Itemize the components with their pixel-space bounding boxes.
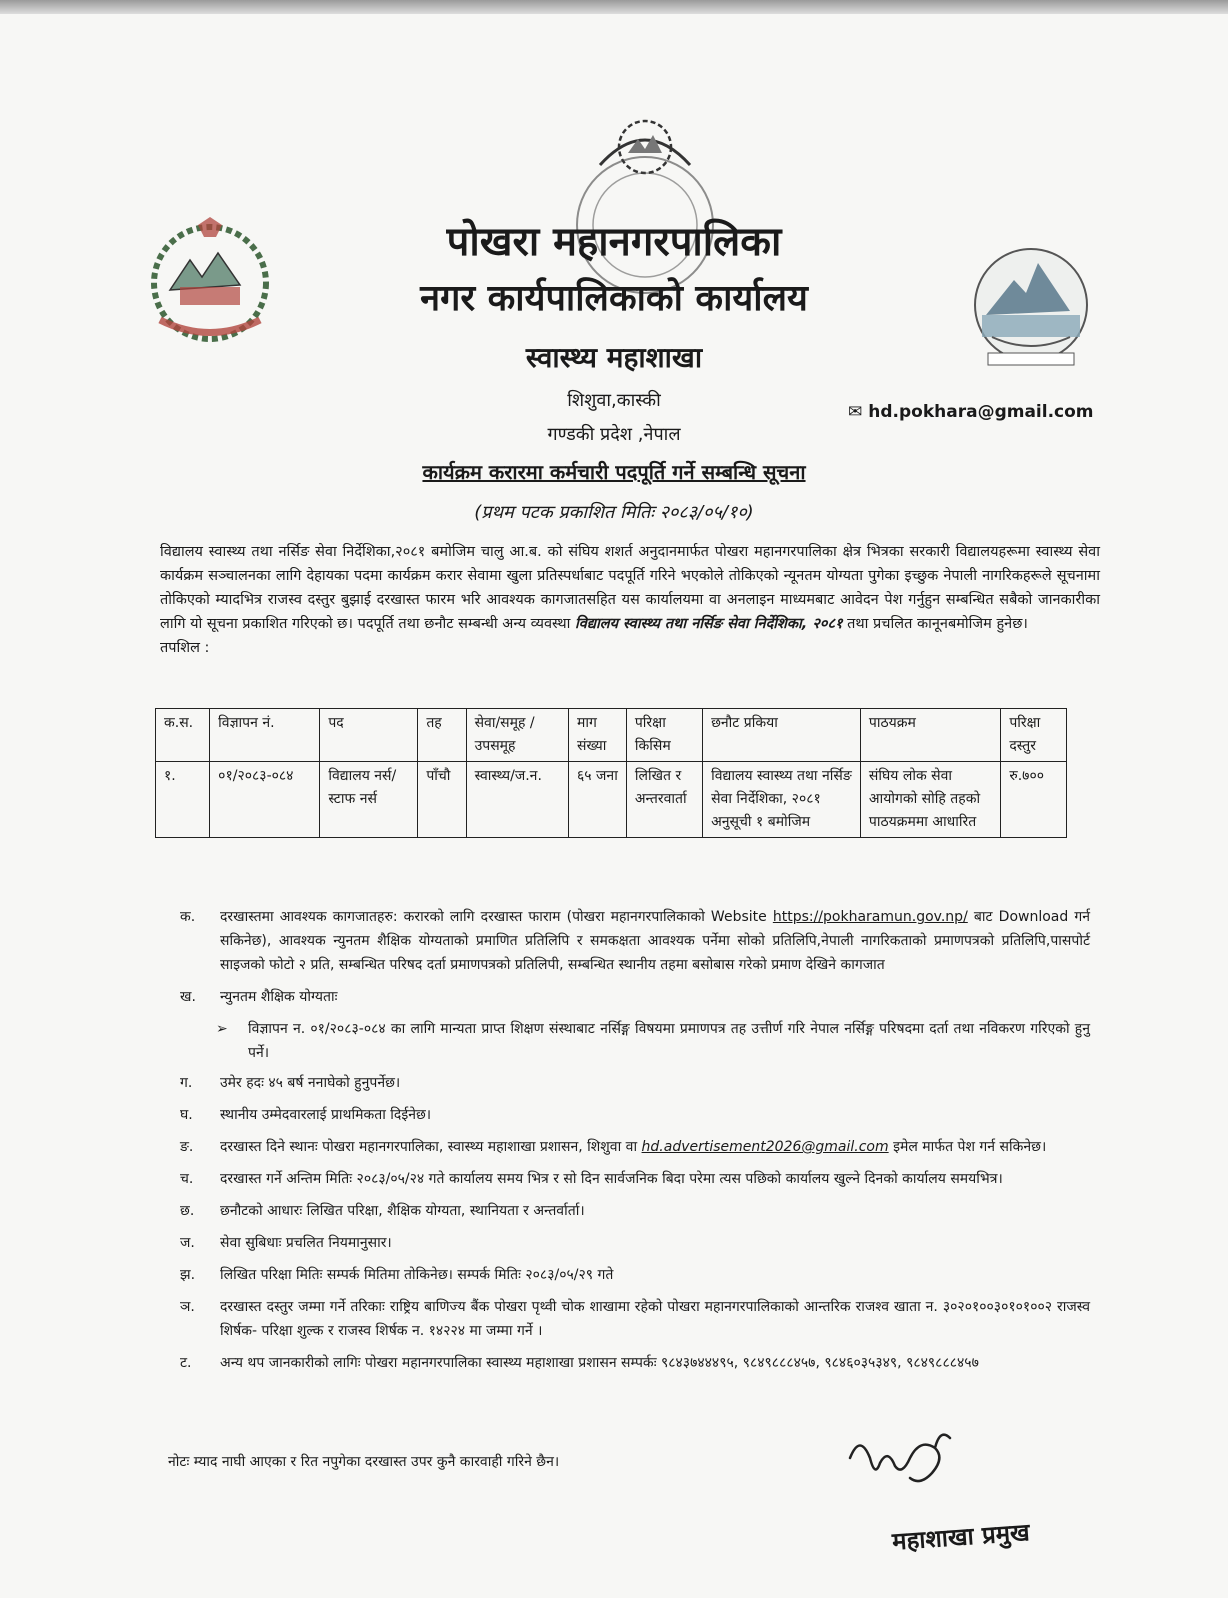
- note-gha: [180, 1103, 1090, 1127]
- note-text: स्थानीय उम्मेदवारलाई प्राथमिकता दिईनेछ।: [220, 1107, 432, 1123]
- note-text: बाट Download गर्न सकिनेछ), आवश्यक न्युनतम शैक्षिक योग्यताको प्रमाणित प्रतिलिपि र समकक्षता आवश्यक पर्नेमा सोको प्रतिलिपि,नेपाली नागरिकताको प्रमाणपत्रको प्रतिलिपि,पासपोर्ट साइजको फोटो २ प्रति, सम्बन्धित परिषद दर्ता प्रमाणपत्रको प्रतिलिपी, सम्बन्धित स्थानीय तहमा बसोबास गरेको प्रमाण देखिने कागजात: [220, 909, 1090, 973]
- note-label: ट.: [180, 1355, 192, 1371]
- note-text: अन्य थप जानकारीको लागिः पोखरा महानगरपालिका स्वास्थ्य महाशाखा प्रशासन सम्पर्कः ९८४३७४४४९५, ९८४९८८८४५७, ९८४६०३५३४९, ९८४९८८८४५७: [220, 1355, 979, 1371]
- col-post: पद: [320, 709, 418, 762]
- table-header-row: [156, 709, 1067, 762]
- website-link[interactable]: https://pokharamun.gov.np/: [772, 909, 968, 925]
- cell-adv-no: ०१/२०८३-०८४: [210, 762, 320, 838]
- cell-sn: १.: [156, 762, 210, 838]
- signatory-title: महाशाखा प्रमुख: [891, 1518, 1031, 1556]
- note-ja: [180, 1231, 1090, 1255]
- intro-paragraph: [160, 540, 1100, 660]
- note-label: ख.: [180, 989, 196, 1005]
- note-label: क.: [180, 909, 196, 925]
- note-cha: [180, 1167, 1090, 1191]
- note-kha-bullet: [180, 1017, 1090, 1065]
- note-text: दरखास्त गर्ने अन्तिम मितिः २०८३/०५/२४ गते कार्यालय समय भित्र र सो दिन सार्वजनिक बिदा परेमा त्यस पछिको कार्यालय खुल्ने दिनको कार्यालय समयभित्र।: [220, 1171, 1003, 1187]
- col-exam-type: परिक्षा किसिम: [626, 709, 702, 762]
- envelope-icon: ✉: [848, 402, 863, 422]
- note-text: दरखास्तमा आवश्यक कागजातहरु: करारको लागि दरखास्त फाराम (पोखरा महानगरपालिकाको Website: [220, 909, 767, 925]
- note-label: झ.: [180, 1267, 196, 1283]
- email-contact: [848, 402, 1094, 422]
- address-line-1: शिशुवा,कास्की: [567, 390, 661, 411]
- note-kha: [180, 985, 1090, 1009]
- note-ka: [180, 905, 1090, 977]
- note-text: न्युनतम शैक्षिक योग्यताः: [220, 989, 338, 1005]
- col-service: सेवा/समूह /उपसमूह: [466, 709, 568, 762]
- division-name: स्वास्थ्य महाशाखा: [525, 341, 703, 374]
- note-ga: [180, 1071, 1090, 1095]
- table-row: [156, 762, 1067, 838]
- intro-main: विद्यालय स्वास्थ्य तथा नर्सिङ सेवा निर्देशिका,२०८१ बमोजिम चालु आ.ब. को संघिय शशर्त अनुदानमार्फत पोखरा महानगरपालिका क्षेत्र भित्रका सरकारी विद्यालयहरूमा स्वास्थ्य सेवा कार्यक्रम सञ्चालनका लागि देहायका पदमा कार्यक्रम करार सेवामा खुला प्रतिस्पर्धाबाट पदपूर्ति गरिने भएकोले तोकिएको न्यूनतम योग्यता पुगेका इच्छुक नेपाली नागरिकहरूले सूचनामा तोकिएको म्यादभित्र राजस्व दस्तुर बुझाई दरखास्त फारम भरि आवश्यक कागजातसहित यस कार्यालयमा वा अनलाइन माध्यमबाट आवेदन पेश गर्नुहुन सम्बन्धित सबैको जानकारीका लागि यो सूचना प्रकाशित गरिएको छ। पदपूर्ति तथा छनौट सम्बन्धी अन्य व्यवस्था: [160, 544, 1100, 632]
- cell-exam-type: लिखित र अन्तरवार्ता: [626, 762, 702, 838]
- bullet-text: विज्ञापन न. ०१/२०८३-०८४ का लागि मान्यता प्राप्त शिक्षण संस्थाबाट नर्सिङ्ग विषयमा प्रमाणपत्र तह उत्तीर्ण गरि नेपाल नर्सिङ्ग परिषदमा दर्ता तथा नविकरण गरिएको हुनु पर्ने।: [248, 1021, 1090, 1061]
- col-level: तह: [418, 709, 466, 762]
- note-text: इमेल मार्फत पेश गर्न सकिनेछ।: [893, 1139, 1047, 1155]
- note-label: ज.: [180, 1235, 195, 1251]
- col-demand: माग संख्या: [569, 709, 627, 762]
- col-sn: क.स.: [156, 709, 210, 762]
- cell-selection: विद्यालय स्वास्थ्य तथा नर्सिङ सेवा निर्देशिका, २०८१ अनुसूची १ बमोजिम: [703, 762, 861, 838]
- note-text: सेवा सुबिधाः प्रचलित नियमानुसार।: [220, 1235, 392, 1251]
- note-text: लिखित परिक्षा मितिः सम्पर्क मितिमा तोकिनेछ। सम्पर्क मितिः २०८३/०५/२९ गते: [220, 1267, 614, 1283]
- note-ta: [180, 1351, 1090, 1375]
- note-label: ङ.: [180, 1139, 194, 1155]
- note-text: दरखास्त दिने स्थानः पोखरा महानगरपालिका, स्वास्थ्य महाशाखा प्रशासन, शिशुवा वा: [220, 1139, 638, 1155]
- cell-syllabus: संघिय लोक सेवा आयोगको सोहि तहको पाठयक्रममा आधारित: [860, 762, 1000, 838]
- cell-level: पाँचौ: [418, 762, 466, 838]
- note-text: दरखास्त दस्तुर जम्मा गर्ने तरिकाः राष्ट्रिय बाणिज्य बैंक पोखरा पृथ्वी चोक शाखामा रहेको पोखरा महानगरपालिकाको आन्तरिक राजश्व खाता न. ३०२०१००३०१०१००२ राजस्व शिर्षक- परिक्षा शुल्क र राजस्व शिर्षक न. १४२२४ मा जम्मा गर्ने ।: [220, 1299, 1090, 1339]
- intro-guideline-ref: विद्यालय स्वास्थ्य तथा नर्सिङ सेवा निर्देशिका, २०८१: [575, 616, 843, 632]
- email-address[interactable]: hd.pokhara@gmail.com: [868, 402, 1094, 422]
- org-name: पोखरा महानगरपालिका: [446, 219, 782, 265]
- arrow-bullet-icon: ➢: [216, 1021, 228, 1037]
- vacancy-table: [155, 708, 1067, 838]
- scan-edge: [0, 0, 1228, 14]
- note-label: च.: [180, 1171, 194, 1187]
- note-text: उमेर हदः ४५ बर्ष ननाघेको हुनुपर्नेछ।: [220, 1075, 401, 1091]
- application-email-link[interactable]: hd.advertisement2026@gmail.com: [641, 1139, 889, 1155]
- col-selection: छनौट प्रकिया: [703, 709, 861, 762]
- address-line-2: गण्डकी प्रदेश ,नेपाल: [547, 424, 681, 445]
- note-text: छनौटको आधारः लिखित परिक्षा, शैक्षिक योग्यता, स्थानियता र अन्तर्वार्ता।: [220, 1203, 585, 1219]
- cell-demand: ६५ जना: [569, 762, 627, 838]
- note-label: ग.: [180, 1075, 193, 1091]
- notes-list: [180, 905, 1090, 1383]
- cell-post: विद्यालय नर्स/स्टाफ नर्स: [320, 762, 418, 838]
- col-syllabus: पाठयक्रम: [860, 709, 1000, 762]
- note-label: छ.: [180, 1203, 195, 1219]
- note-nga: [180, 1135, 1090, 1159]
- office-name: नगर कार्यपालिकाको कार्यालय: [420, 278, 808, 319]
- footer-note: नोटः म्याद नाघी आएका र रित नपुगेका दरखास्त उपर कुनै कारवाही गरिने छैन।: [168, 1454, 560, 1470]
- publication-date: (प्रथम पटक प्रकाशित मितिः २०८३/०५/१०): [474, 502, 754, 523]
- note-label: घ.: [180, 1107, 193, 1123]
- signature-icon: [840, 1418, 970, 1508]
- notice-title: कार्यक्रम करारमा कर्मचारी पदपूर्ति गर्ने सम्बन्धि सूचना: [422, 460, 806, 484]
- col-adv-no: विज्ञापन नं.: [210, 709, 320, 762]
- note-label: ञ.: [180, 1299, 195, 1315]
- note-chha: [180, 1199, 1090, 1223]
- note-jha: [180, 1263, 1090, 1287]
- cell-service: स्वास्थ्य/ज.न.: [466, 762, 568, 838]
- cell-fee: रु.७००: [1001, 762, 1067, 838]
- col-fee: परिक्षा दस्तुर: [1001, 709, 1067, 762]
- intro-end: तथा प्रचलित कानूनबमोजिम हुनेछ।: [847, 616, 1028, 632]
- note-nya: [180, 1295, 1090, 1343]
- details-label: तपशिल :: [160, 640, 210, 656]
